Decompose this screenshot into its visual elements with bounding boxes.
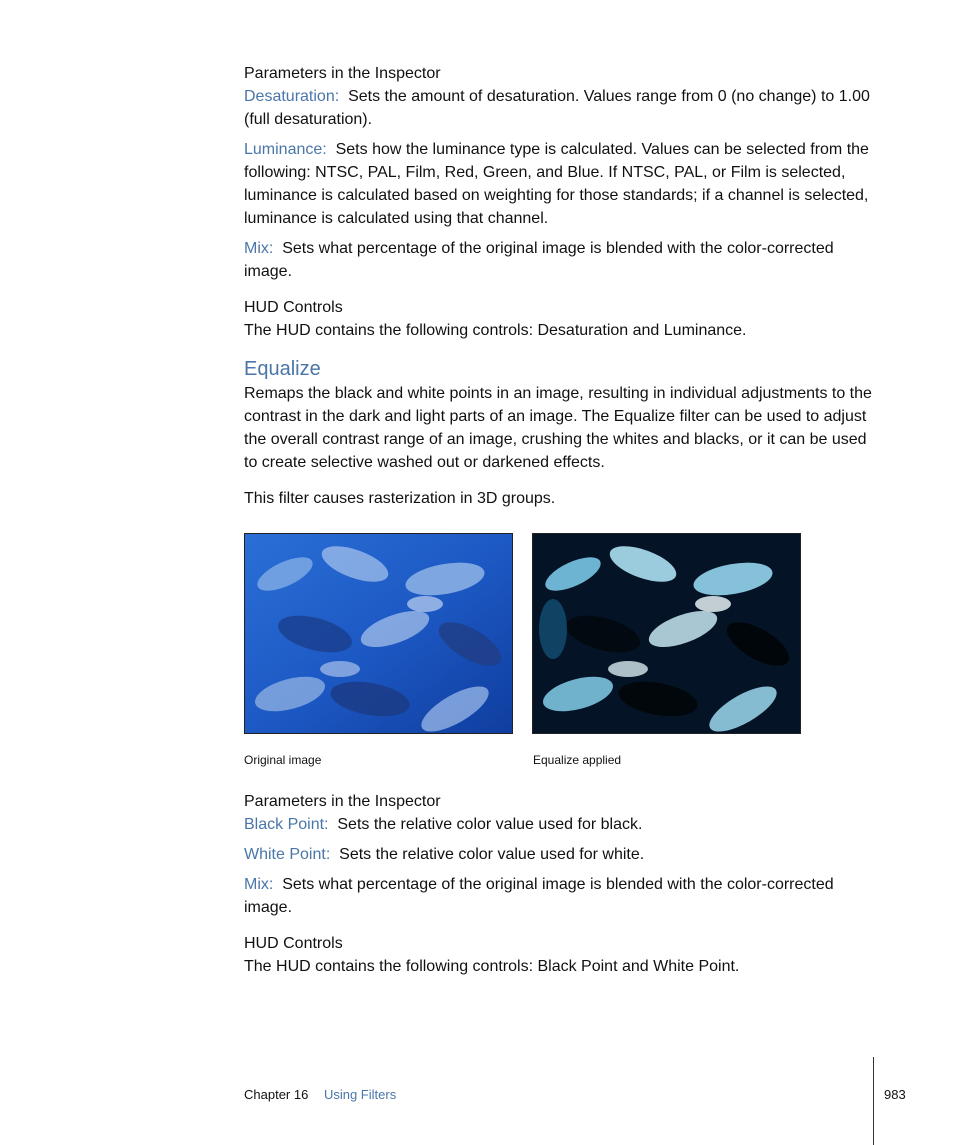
page-footer <box>244 1086 396 1104</box>
equalize-description: Remaps the black and white points in an image, resulting in individual adjustments to the contrast in the dark and light parts of an image. The Equalize filter can be used to adjust the overall contrast range of an image, crushing the whites and blacks, or it can be used to create selective washed out or darkened effects. <box>244 385 872 471</box>
inspector-subheading: Parameters in the Inspector <box>244 65 441 82</box>
param-term: White Point: <box>244 846 331 863</box>
param-desaturation <box>244 85 876 131</box>
param-mix <box>244 873 876 919</box>
footer-section-link[interactable]: Using Filters <box>323 1087 397 1102</box>
param-description: Sets the amount of desaturation. Values range from 0 (no change) to 1.00 (full desaturation). <box>244 88 870 128</box>
param-term: Mix: <box>244 876 274 893</box>
param-black-point <box>244 813 876 836</box>
page-number: 983 <box>884 1087 906 1102</box>
fish-photo-original <box>245 534 513 734</box>
hud-description: The HUD contains the following controls: Desaturation and Luminance. <box>244 322 747 339</box>
param-term: Black Point: <box>244 816 329 833</box>
param-description: Sets the relative color value used for black. <box>337 816 643 833</box>
hud-subheading: HUD Controls <box>244 935 343 952</box>
footer-chapter: Chapter 16 <box>244 1087 309 1102</box>
param-description: Sets the relative color value used for white. <box>339 846 645 863</box>
caption-applied: Equalize applied <box>533 753 622 767</box>
param-term: Desaturation: <box>244 88 340 105</box>
section-title: Equalize <box>244 358 321 380</box>
param-description: Sets what percentage of the original image is blended with the color-corrected image. <box>244 240 834 280</box>
equalize-params-block <box>244 790 876 978</box>
inspector-subheading: Parameters in the Inspector <box>244 793 441 810</box>
param-description: Sets how the luminance type is calculated. Values can be selected from the following: NTSC, PAL, Film, Red, Green, and Blue. If NTSC, PAL, or Film is selected, luminance is calculated based on weighting for those standards; if a channel is selected, luminance is calculated using that channel. <box>244 141 869 227</box>
param-description: Sets what percentage of the original image is blended with the color-corrected image. <box>244 876 834 916</box>
footer-divider <box>873 1057 874 1145</box>
param-term: Mix: <box>244 240 274 257</box>
param-white-point <box>244 843 876 866</box>
param-term: Luminance: <box>244 141 327 158</box>
hud-subheading: HUD Controls <box>244 299 343 316</box>
equalize-section <box>244 356 876 510</box>
figure-original-image <box>244 533 513 734</box>
param-mix <box>244 237 876 283</box>
desaturate-params-block <box>244 62 876 342</box>
figure-equalize-applied <box>532 533 801 734</box>
rasterization-note: This filter causes rasterization in 3D groups. <box>244 490 556 507</box>
fish-photo-equalized <box>533 534 801 734</box>
hud-description: The HUD contains the following controls: Black Point and White Point. <box>244 958 740 975</box>
param-luminance <box>244 138 876 230</box>
caption-original: Original image <box>244 753 322 767</box>
